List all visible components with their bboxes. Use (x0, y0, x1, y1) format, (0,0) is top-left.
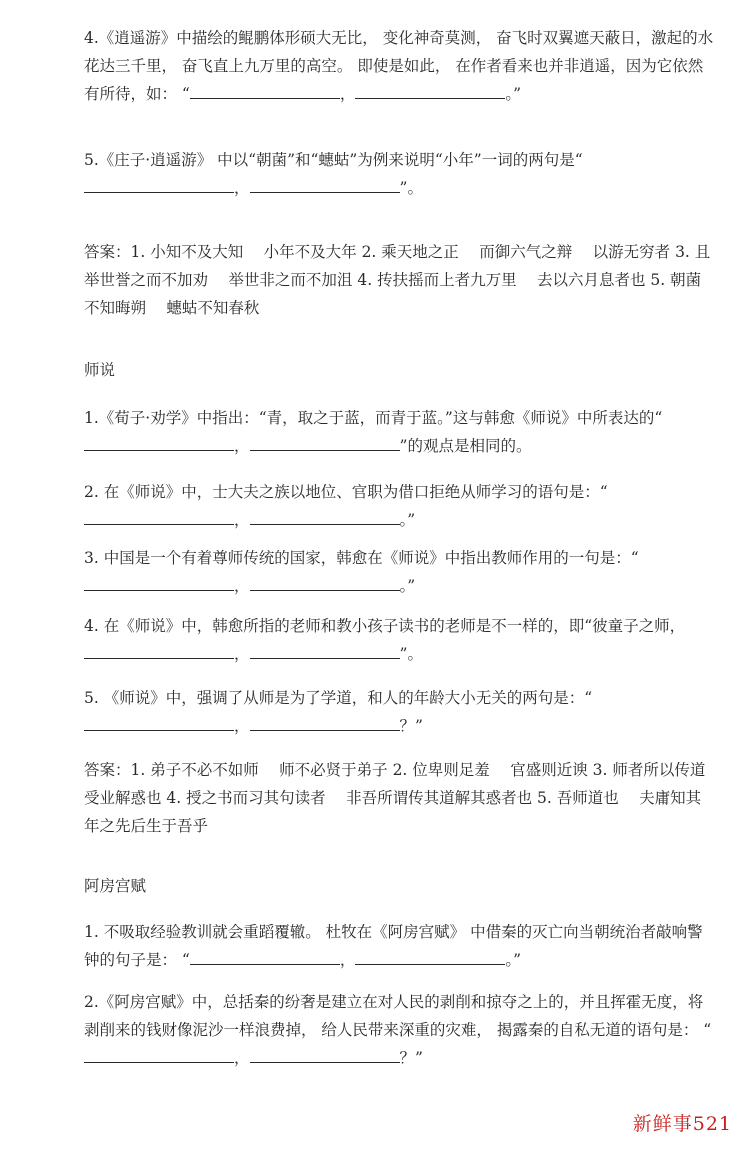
question-end: ”。 (399, 645, 423, 663)
question-afang-1 (84, 918, 714, 974)
question-text: 1.《荀子·劝学》中指出：“青，取之于蓝，而青于蓝。”这与韩愈《师说》中所表达的“ (84, 409, 663, 427)
separator: ， (234, 179, 250, 197)
answer-blank[interactable] (250, 644, 400, 659)
question-end: ？” (399, 717, 423, 735)
question-xiaoyao-5 (84, 146, 714, 202)
question-shishuo-4 (84, 612, 714, 668)
question-end: 。” (399, 511, 416, 529)
answer-blank[interactable] (250, 436, 400, 451)
answer-blank[interactable] (84, 716, 234, 731)
question-text: 2.《阿房宫赋》中，总括秦的纷奢是建立在对人民的剥削和掠夺之上的，并且挥霍无度，将剥削来的钱财像泥沙一样浪费掉， 给人民带来深重的灾难， 揭露秦的自私无道的语句是： “ (84, 993, 712, 1039)
question-end: 。” (399, 577, 416, 595)
answer-blank[interactable] (250, 576, 400, 591)
question-text: 5. 《师说》中，强调了从师是为了学道，和人的年龄大小无关的两句是：“ (84, 689, 593, 707)
question-end: ？” (399, 1049, 423, 1067)
separator: ， (234, 717, 250, 735)
section-title-afanggong: 阿房宫赋 (84, 877, 147, 895)
question-end: ”。 (399, 179, 423, 197)
question-end: 。” (505, 951, 522, 969)
answer-blank[interactable] (84, 1048, 234, 1063)
separator: ， (234, 577, 250, 595)
question-afang-2 (84, 988, 714, 1072)
answer-blank[interactable] (355, 84, 505, 99)
question-shishuo-5 (84, 684, 714, 740)
question-text: 4. 在《师说》中，韩愈所指的老师和教小孩子读书的老师是不一样的，即“彼童子之师， (84, 617, 686, 635)
answer-blank[interactable] (250, 716, 400, 731)
question-xiaoyao-4 (84, 24, 714, 108)
answer-blank[interactable] (84, 178, 234, 193)
answer-blank[interactable] (190, 84, 340, 99)
answer-blank[interactable] (250, 178, 400, 193)
separator: ， (234, 511, 250, 529)
answer-blank[interactable] (84, 510, 234, 525)
question-text: 5.《庄子·逍遥游》 中以“朝菌”和“蟪蛄”为例来说明“小年”一词的两句是“ (84, 151, 583, 169)
answer-blank[interactable] (355, 950, 505, 965)
question-end: ”的观点是相同的。 (399, 437, 532, 455)
answer-blank[interactable] (250, 510, 400, 525)
section-title-shishuo: 师说 (84, 361, 116, 379)
separator: ， (339, 85, 356, 103)
answer-xiaoyao: 答案：1. 小知不及大知 小年不及大年 2. 乘天地之正 而御六气之辩 以游无穷者 3. 且举世誉之而不加劝 举世非之而不加沮 4. 抟扶摇而上者九万里 去以六月息者也 5. 朝菌不知晦朔 蟪蛄不知春秋 (84, 243, 711, 317)
watermark-logo: 新鲜事521 (632, 1113, 732, 1135)
answer-blank[interactable] (84, 576, 234, 591)
answer-blank[interactable] (84, 644, 234, 659)
question-text: 2. 在《师说》中，士大夫之族以地位、官职为借口拒绝从师学习的语句是：“ (84, 483, 608, 501)
question-shishuo-3 (84, 544, 714, 600)
answer-blank[interactable] (84, 436, 234, 451)
question-shishuo-2 (84, 478, 714, 534)
question-shishuo-1 (84, 404, 714, 460)
separator: ， (234, 645, 250, 663)
answer-shishuo: 答案：1. 弟子不必不如师 师不必贤于弟子 2. 位卑则足羞 官盛则近谀 3. 师者所以传道受业解惑也 4. 授之书而习其句读者 非吾所谓传其道解其惑者也 5. 吾师道也 夫庸知其年之先后生于吾乎 (84, 761, 706, 835)
question-text: 4.《逍遥游》中描绘的鲲鹏体形硕大无比， 变化神奇莫测， 奋飞时双翼遮天蔽日，激起的水花达三千里， 奋飞直上九万里的高空。 即使是如此， 在作者看来也并非逍遥，因为它依然有所待，如： “ (84, 29, 714, 103)
question-end: 。” (505, 85, 522, 103)
answer-blank[interactable] (190, 950, 340, 965)
question-text: 3. 中国是一个有着尊师传统的国家，韩愈在《师说》中指出教师作用的一句是：“ (84, 549, 639, 567)
question-text: 1. 不吸取经验教训就会重蹈覆辙。 杜牧在《阿房宫赋》 中借秦的灭亡向当朝统治者敲响警钟的句子是： “ (84, 923, 703, 969)
answer-blank[interactable] (250, 1048, 400, 1063)
separator: ， (339, 951, 356, 969)
separator: ， (234, 1049, 250, 1067)
separator: ， (234, 437, 250, 455)
